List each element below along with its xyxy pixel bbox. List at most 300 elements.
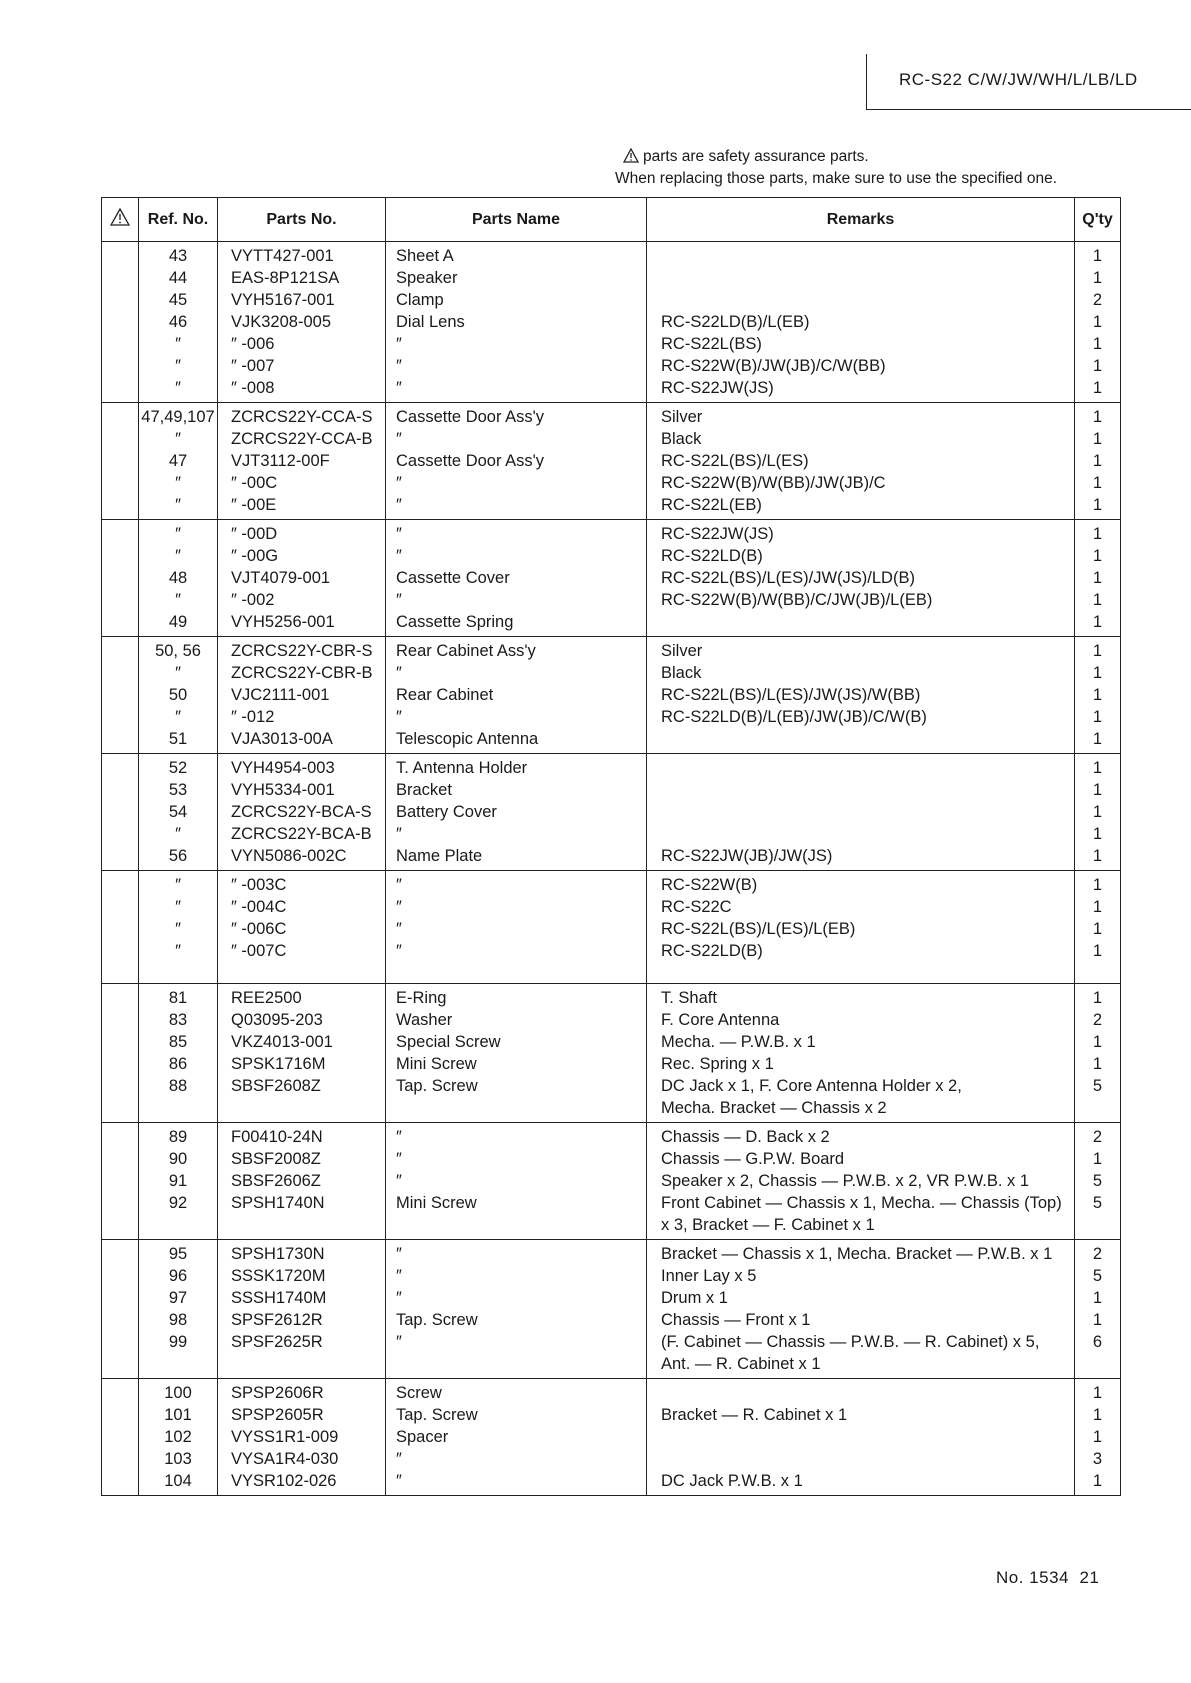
parts-no-cell: ZCRCS22Y-CCA-B [218,428,386,450]
warning-triangle-icon [623,148,639,163]
parts-no-cell: ″ -002 [218,589,386,611]
ref-no-cell: 99 [139,1331,218,1353]
page-footer [996,1568,1099,1588]
qty-cell: 1 [1075,1287,1121,1309]
table-row [102,311,1121,333]
parts-no-cell: SSSH1740M [218,1287,386,1309]
qty-cell: 1 [1075,494,1121,520]
parts-name-cell: Name Plate [386,845,647,871]
table-row [102,918,1121,940]
safety-cell [102,242,139,268]
parts-name-cell: Rear Cabinet [386,684,647,706]
remarks-cell: Bracket — Chassis x 1, Mecha. Bracket — P.W.B. x 1 [647,1240,1075,1266]
parts-name-cell: Mini Screw [386,1192,647,1214]
safety-cell [102,1097,139,1123]
qty-cell: 5 [1075,1075,1121,1097]
safety-note [615,146,1057,190]
parts-no-cell: SPSP2605R [218,1404,386,1426]
qty-cell: 1 [1075,520,1121,546]
parts-no-header: Parts No. [218,198,386,242]
safety-cell [102,1287,139,1309]
parts-no-cell: VYH5256-001 [218,611,386,637]
ref-no-header: Ref. No. [139,198,218,242]
table-row [102,1265,1121,1287]
ref-no-cell: 50, 56 [139,637,218,663]
table-row [102,728,1121,754]
table-row [102,450,1121,472]
parts-name-cell: Cassette Door Ass'y [386,403,647,429]
parts-name-cell: Tap. Screw [386,1309,647,1331]
parts-no-cell: VJC2111-001 [218,684,386,706]
qty-cell: 1 [1075,1404,1121,1426]
table-row [102,845,1121,871]
table-row [102,355,1121,377]
safety-cell [102,754,139,780]
qty-cell [1075,1097,1121,1123]
parts-name-cell: ″ [386,1265,647,1287]
parts-no-cell: ″ -00D [218,520,386,546]
remarks-cell: RC-S22W(B) [647,871,1075,897]
qty-cell: 1 [1075,267,1121,289]
table-row [102,706,1121,728]
table-row [102,242,1121,268]
parts-no-cell: VYTT427-001 [218,242,386,268]
parts-name-cell: ″ [386,333,647,355]
safety-cell [102,589,139,611]
qty-cell: 1 [1075,637,1121,663]
safety-cell [102,1148,139,1170]
parts-name-cell: Tap. Screw [386,1075,647,1097]
parts-no-cell [218,1353,386,1379]
qty-cell: 1 [1075,940,1121,962]
ref-no-cell: ″ [139,472,218,494]
remarks-cell: Chassis — G.P.W. Board [647,1148,1075,1170]
remarks-cell: RC-S22L(BS)/L(ES)/JW(JS)/W(BB) [647,684,1075,706]
parts-no-cell: ″ -00G [218,545,386,567]
parts-name-cell: ″ [386,1240,647,1266]
safety-cell [102,728,139,754]
parts-no-cell: REE2500 [218,984,386,1010]
ref-no-cell: 44 [139,267,218,289]
parts-no-cell: ″ -003C [218,871,386,897]
qty-cell: 6 [1075,1331,1121,1353]
ref-no-cell: 90 [139,1148,218,1170]
qty-cell: 1 [1075,779,1121,801]
remarks-cell [647,823,1075,845]
table-row [102,1123,1121,1149]
safety-cell [102,896,139,918]
qty-cell: 1 [1075,377,1121,403]
qty-cell: 1 [1075,611,1121,637]
qty-cell: 1 [1075,1309,1121,1331]
parts-no-cell: ″ -007 [218,355,386,377]
parts-no-cell: ″ -012 [218,706,386,728]
parts-name-cell: ″ [386,662,647,684]
remarks-cell: (F. Cabinet — Chassis — P.W.B. — R. Cabinet) x 5, [647,1331,1075,1353]
ref-no-cell: 49 [139,611,218,637]
qty-cell: 1 [1075,450,1121,472]
remarks-cell: Silver [647,403,1075,429]
remarks-cell: Speaker x 2, Chassis — P.W.B. x 2, VR P.W.B. x 1 [647,1170,1075,1192]
page-number: 21 [1079,1568,1100,1587]
parts-name-cell: Dial Lens [386,311,647,333]
remarks-cell: F. Core Antenna [647,1009,1075,1031]
parts-no-cell: VYH5167-001 [218,289,386,311]
qty-cell: 5 [1075,1192,1121,1214]
remarks-cell: RC-S22LD(B) [647,545,1075,567]
safety-cell [102,1448,139,1470]
table-row [102,962,1121,984]
qty-cell: 1 [1075,684,1121,706]
safety-cell [102,520,139,546]
safety-cell [102,1353,139,1379]
ref-no-cell [139,1353,218,1379]
parts-no-cell: ″ -008 [218,377,386,403]
remarks-cell: RC-S22L(BS)/L(ES)/L(EB) [647,918,1075,940]
qty-cell: 1 [1075,984,1121,1010]
parts-name-cell: ″ [386,545,647,567]
table-row [102,637,1121,663]
safety-cell [102,1331,139,1353]
table-row [102,1353,1121,1379]
ref-no-cell: 47,49,107 [139,403,218,429]
ref-no-cell [139,962,218,984]
parts-no-cell: ″ -006 [218,333,386,355]
parts-no-cell: VKZ4013-001 [218,1031,386,1053]
qty-cell: 2 [1075,1009,1121,1031]
qty-cell: 1 [1075,871,1121,897]
qty-cell: 1 [1075,1426,1121,1448]
safety-cell [102,1404,139,1426]
table-row [102,1075,1121,1097]
safety-cell [102,450,139,472]
safety-cell [102,333,139,355]
table-row [102,1470,1121,1496]
parts-name-cell: ″ [386,918,647,940]
safety-cell [102,779,139,801]
safety-note-line1: parts are safety assurance parts. [643,148,869,165]
ref-no-cell: ″ [139,823,218,845]
remarks-cell: DC Jack P.W.B. x 1 [647,1470,1075,1496]
parts-no-cell: EAS-8P121SA [218,267,386,289]
qty-cell: 3 [1075,1448,1121,1470]
safety-cell [102,377,139,403]
safety-column-header [102,198,139,242]
parts-name-cell: ″ [386,377,647,403]
remarks-cell: Front Cabinet — Chassis x 1, Mecha. — Chassis (Top) [647,1192,1075,1214]
remarks-cell: Chassis — D. Back x 2 [647,1123,1075,1149]
remarks-cell [647,962,1075,984]
remarks-cell [647,267,1075,289]
parts-no-cell: VYSR102-026 [218,1470,386,1496]
safety-cell [102,1240,139,1266]
parts-no-cell: VYN5086-002C [218,845,386,871]
remarks-cell [647,289,1075,311]
ref-no-cell: 89 [139,1123,218,1149]
table-row [102,754,1121,780]
table-row [102,520,1121,546]
remarks-cell: RC-S22JW(JS) [647,520,1075,546]
parts-no-cell: ZCRCS22Y-BCA-S [218,801,386,823]
parts-no-cell: ZCRCS22Y-BCA-B [218,823,386,845]
parts-no-cell [218,1214,386,1240]
table-row [102,289,1121,311]
qty-cell: 1 [1075,1379,1121,1405]
parts-no-cell: SPSF2612R [218,1309,386,1331]
remarks-cell: RC-S22JW(JB)/JW(JS) [647,845,1075,871]
parts-name-cell: Clamp [386,289,647,311]
safety-cell [102,1470,139,1496]
safety-cell [102,289,139,311]
qty-cell: 2 [1075,289,1121,311]
qty-cell [1075,962,1121,984]
remarks-cell: DC Jack x 1, F. Core Antenna Holder x 2, [647,1075,1075,1097]
ref-no-cell: 96 [139,1265,218,1287]
parts-no-cell: ″ -007C [218,940,386,962]
ref-no-cell: 97 [139,1287,218,1309]
safety-cell [102,1192,139,1214]
parts-name-cell: ″ [386,896,647,918]
table-row [102,428,1121,450]
parts-no-cell: ″ -00C [218,472,386,494]
table-row [102,1404,1121,1426]
remarks-cell: RC-S22C [647,896,1075,918]
remarks-cell: T. Shaft [647,984,1075,1010]
table-row [102,567,1121,589]
ref-no-cell: ″ [139,520,218,546]
table-row [102,1287,1121,1309]
parts-name-cell: ″ [386,1470,647,1496]
remarks-cell: Chassis — Front x 1 [647,1309,1075,1331]
ref-no-cell: ″ [139,706,218,728]
table-row [102,1170,1121,1192]
table-row [102,662,1121,684]
remarks-cell: Black [647,428,1075,450]
table-row [102,1192,1121,1214]
remarks-cell [647,728,1075,754]
parts-name-cell: ″ [386,494,647,520]
safety-cell [102,1379,139,1405]
qty-cell: 2 [1075,1123,1121,1149]
safety-cell [102,494,139,520]
ref-no-cell: ″ [139,918,218,940]
parts-no-cell: F00410-24N [218,1123,386,1149]
remarks-cell [647,779,1075,801]
safety-cell [102,662,139,684]
ref-no-cell: 100 [139,1379,218,1405]
ref-no-cell: 101 [139,1404,218,1426]
parts-name-cell: Cassette Cover [386,567,647,589]
ref-no-cell: 50 [139,684,218,706]
parts-no-cell: ZCRCS22Y-CBR-B [218,662,386,684]
safety-cell [102,871,139,897]
table-row [102,1053,1121,1075]
parts-name-cell: Speaker [386,267,647,289]
safety-cell [102,545,139,567]
safety-cell [102,1426,139,1448]
ref-no-cell: 51 [139,728,218,754]
remarks-cell: Silver [647,637,1075,663]
qty-cell: 1 [1075,589,1121,611]
remarks-cell: Bracket — R. Cabinet x 1 [647,1404,1075,1426]
parts-no-cell: SPSK1716M [218,1053,386,1075]
qty-header: Q'ty [1075,198,1121,242]
remarks-cell: Inner Lay x 5 [647,1265,1075,1287]
ref-no-cell: ″ [139,662,218,684]
parts-name-cell: ″ [386,1287,647,1309]
parts-name-cell: Mini Screw [386,1053,647,1075]
ref-no-cell: ″ [139,494,218,520]
safety-cell [102,1214,139,1240]
qty-cell: 5 [1075,1265,1121,1287]
parts-no-cell [218,962,386,984]
ref-no-cell: 47 [139,450,218,472]
qty-cell: 1 [1075,1031,1121,1053]
qty-cell: 1 [1075,754,1121,780]
parts-name-cell: ″ [386,940,647,962]
parts-name-cell: Washer [386,1009,647,1031]
parts-no-cell: VYH4954-003 [218,754,386,780]
ref-no-cell: 85 [139,1031,218,1053]
parts-name-cell [386,1097,647,1123]
parts-no-cell: ″ -00E [218,494,386,520]
parts-no-cell: SBSF2008Z [218,1148,386,1170]
parts-no-cell: ZCRCS22Y-CCA-S [218,403,386,429]
parts-no-cell: SBSF2608Z [218,1075,386,1097]
parts-name-cell: ″ [386,1331,647,1353]
model-header [866,54,1191,110]
table-row [102,871,1121,897]
safety-cell [102,403,139,429]
safety-cell [102,267,139,289]
ref-no-cell: ″ [139,333,218,355]
qty-cell: 1 [1075,1053,1121,1075]
parts-no-cell [218,1097,386,1123]
parts-no-cell: SSSK1720M [218,1265,386,1287]
warning-triangle-icon [110,208,130,226]
table-row [102,403,1121,429]
remarks-cell: RC-S22W(B)/JW(JB)/C/W(BB) [647,355,1075,377]
ref-no-cell: 48 [139,567,218,589]
remarks-cell: RC-S22LD(B)/L(EB)/JW(JB)/C/W(B) [647,706,1075,728]
remarks-header: Remarks [647,198,1075,242]
ref-no-cell: 92 [139,1192,218,1214]
safety-cell [102,684,139,706]
qty-cell: 1 [1075,355,1121,377]
ref-no-cell: ″ [139,428,218,450]
ref-no-cell: 88 [139,1075,218,1097]
qty-cell: 1 [1075,1470,1121,1496]
parts-no-cell: SPSP2606R [218,1379,386,1405]
qty-cell: 5 [1075,1170,1121,1192]
parts-name-cell: Sheet A [386,242,647,268]
safety-cell [102,1265,139,1287]
safety-note-line2: When replacing those parts, make sure to use the specified one. [615,170,1057,187]
ref-no-cell: 102 [139,1426,218,1448]
remarks-cell: Drum x 1 [647,1287,1075,1309]
parts-no-cell: Q03095-203 [218,1009,386,1031]
safety-cell [102,637,139,663]
qty-cell: 1 [1075,242,1121,268]
model-number: RC-S22 C/W/JW/WH/L/LB/LD [899,70,1138,89]
ref-no-cell: 46 [139,311,218,333]
ref-no-cell: 91 [139,1170,218,1192]
parts-name-cell: Spacer [386,1426,647,1448]
qty-cell: 1 [1075,545,1121,567]
qty-cell: 1 [1075,403,1121,429]
remarks-cell: RC-S22L(BS)/L(ES) [647,450,1075,472]
ref-no-cell: 43 [139,242,218,268]
remarks-cell: RC-S22L(BS)/L(ES)/JW(JS)/LD(B) [647,567,1075,589]
table-row [102,1148,1121,1170]
remarks-cell: Mecha. — P.W.B. x 1 [647,1031,1075,1053]
safety-cell [102,1053,139,1075]
ref-no-cell: 83 [139,1009,218,1031]
qty-cell: 1 [1075,896,1121,918]
ref-no-cell: 52 [139,754,218,780]
ref-no-cell: ″ [139,871,218,897]
parts-name-cell [386,1353,647,1379]
parts-name-header: Parts Name [386,198,647,242]
table-row [102,545,1121,567]
parts-name-cell: Cassette Spring [386,611,647,637]
table-row [102,377,1121,403]
remarks-cell [647,1448,1075,1470]
table-row [102,1031,1121,1053]
safety-cell [102,801,139,823]
parts-no-cell: VYSS1R1-009 [218,1426,386,1448]
table-row [102,494,1121,520]
parts-table-body [102,242,1121,1496]
table-header [102,198,1121,242]
safety-cell [102,472,139,494]
table-row [102,801,1121,823]
remarks-cell [647,242,1075,268]
ref-no-cell: ″ [139,355,218,377]
remarks-cell: RC-S22W(B)/W(BB)/C/JW(JB)/L(EB) [647,589,1075,611]
table-row [102,1379,1121,1405]
remarks-cell: x 3, Bracket — F. Cabinet x 1 [647,1214,1075,1240]
parts-name-cell: ″ [386,823,647,845]
parts-no-cell: ZCRCS22Y-CBR-S [218,637,386,663]
safety-cell [102,1075,139,1097]
ref-no-cell: 98 [139,1309,218,1331]
qty-cell: 1 [1075,662,1121,684]
parts-name-cell: ″ [386,1448,647,1470]
table-row [102,1448,1121,1470]
parts-no-cell: SPSH1740N [218,1192,386,1214]
parts-name-cell: Screw [386,1379,647,1405]
table-row [102,940,1121,962]
safety-cell [102,962,139,984]
table-row [102,589,1121,611]
qty-cell: 1 [1075,428,1121,450]
parts-name-cell: T. Antenna Holder [386,754,647,780]
parts-name-cell: E-Ring [386,984,647,1010]
parts-no-cell: VJT4079-001 [218,567,386,589]
qty-cell: 1 [1075,311,1121,333]
parts-name-cell: ″ [386,1148,647,1170]
safety-cell [102,823,139,845]
parts-name-cell: ″ [386,706,647,728]
remarks-cell: RC-S22JW(JS) [647,377,1075,403]
ref-no-cell: 53 [139,779,218,801]
table-row [102,823,1121,845]
remarks-cell: RC-S22LD(B)/L(EB) [647,311,1075,333]
ref-no-cell: 54 [139,801,218,823]
table-row [102,472,1121,494]
remarks-cell: Ant. — R. Cabinet x 1 [647,1353,1075,1379]
